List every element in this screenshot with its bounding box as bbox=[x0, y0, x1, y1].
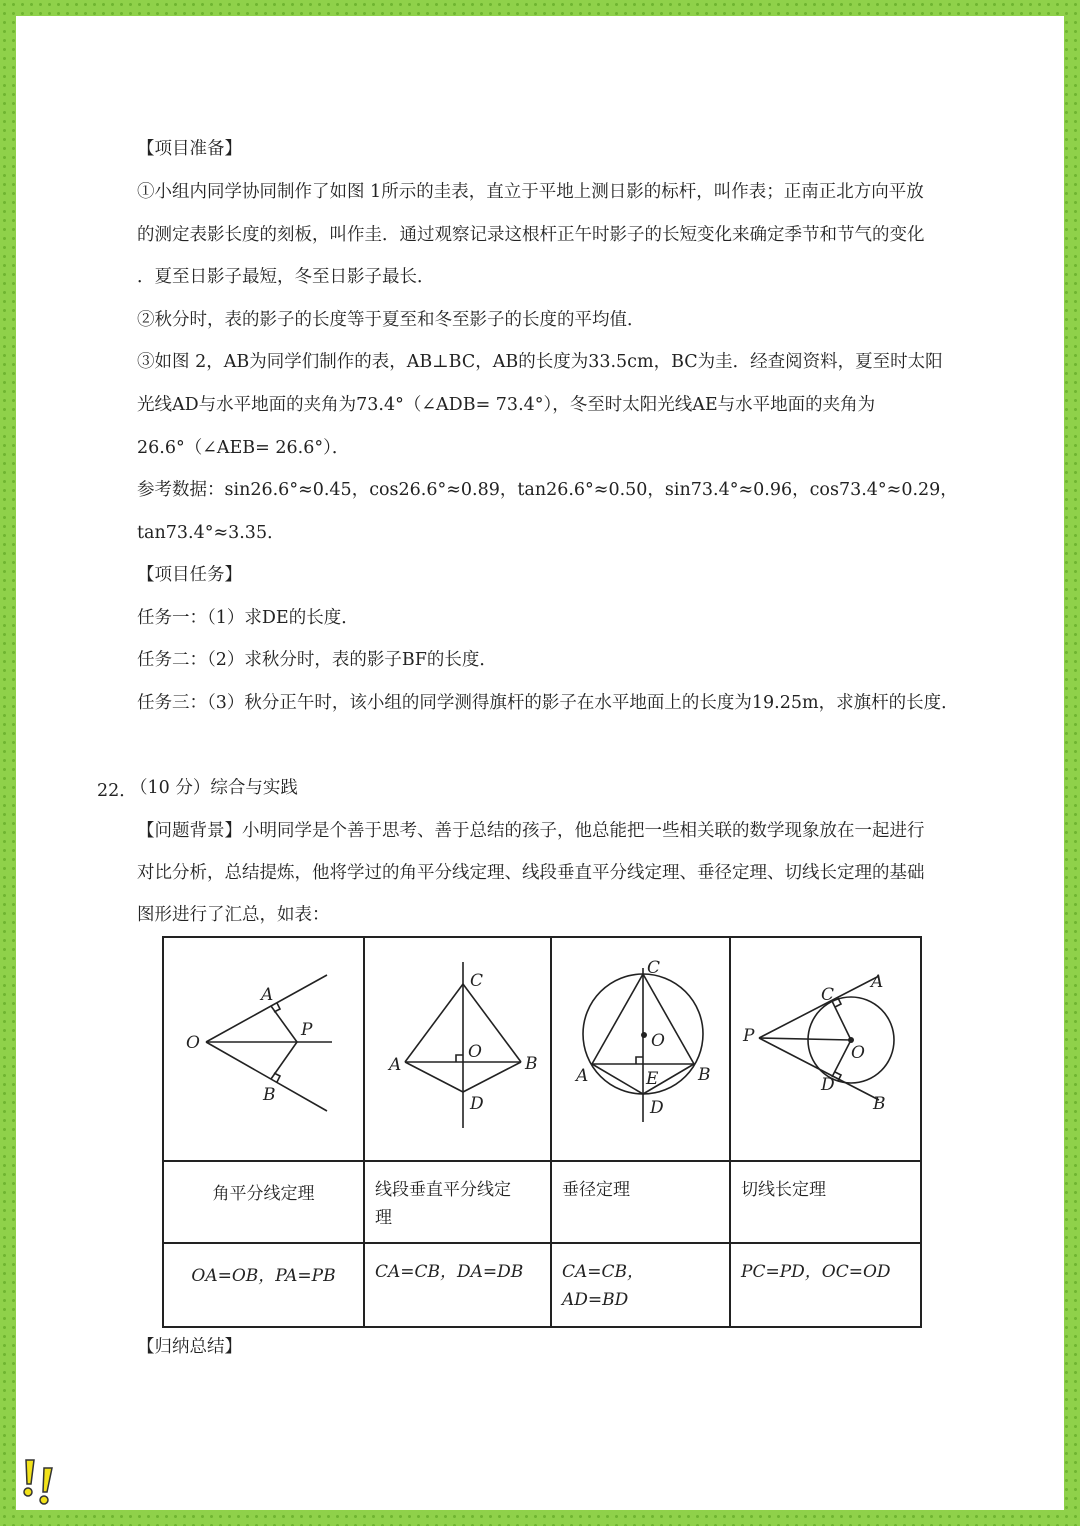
fig1-label-o: O bbox=[186, 1033, 200, 1053]
prep-paragraph-1-line-1: ①小组内同学协同制作了如图 1所示的圭表，直立于平地上测日影的标杆，叫作表；正南正北方向平放 bbox=[137, 182, 924, 202]
project-prep-heading: 【项目准备】 bbox=[137, 139, 242, 159]
theorem-name-chord: 垂径定理 bbox=[562, 1180, 630, 1200]
angle-bisector-figure bbox=[164, 938, 363, 1158]
fig2-label-c: C bbox=[470, 971, 484, 991]
background-line-2: 对比分析，总结提炼，他将学过的角平分线定理、线段垂直平分线定理、垂径定理、切线长定理的基础 bbox=[137, 863, 925, 883]
figure-cell-angle-bisector bbox=[163, 937, 364, 1161]
theorem-name-cell bbox=[364, 1161, 551, 1243]
exclamation-logo-icon bbox=[20, 1456, 60, 1506]
fig3-label-a: A bbox=[576, 1066, 589, 1086]
fig3-label-e: E bbox=[646, 1069, 659, 1089]
perpendicular-bisector-figure bbox=[365, 938, 550, 1158]
fig3-label-o: O bbox=[651, 1031, 665, 1051]
tangent-length-figure bbox=[731, 938, 920, 1158]
theorem-name-cell bbox=[551, 1161, 730, 1243]
theorem-name-perpendicular-bisector: 线段垂直平分线定 理 bbox=[375, 1180, 511, 1228]
fig2-label-d: D bbox=[470, 1094, 484, 1114]
theorem-name-tangent-length: 切线长定理 bbox=[741, 1180, 826, 1200]
equality-tangent-length: PC=PD，OC=OD bbox=[741, 1262, 891, 1282]
fig4-label-d: D bbox=[821, 1075, 835, 1095]
reference-data-line-1: 参考数据：sin26.6°≈0.45，cos26.6°≈0.89，tan26.6°≈0.50，sin73.4°≈0.96，cos73.4°≈0.29， bbox=[137, 480, 958, 500]
question-number: 22． bbox=[97, 781, 137, 801]
fig4-label-p: P bbox=[743, 1026, 755, 1046]
fig3-label-b: B bbox=[698, 1065, 711, 1085]
theorem-summary-table bbox=[162, 936, 922, 1328]
reference-data-line-2: tan73.4°≈3.35． bbox=[137, 523, 285, 543]
task-1: 任务一：（1）求DE的长度． bbox=[137, 608, 359, 628]
fig1-label-p: P bbox=[301, 1020, 313, 1040]
figure-cell-perpendicular-bisector bbox=[364, 937, 551, 1161]
question-title: （10 分）综合与实践 bbox=[130, 778, 298, 798]
chord-theorem-figure bbox=[552, 938, 729, 1158]
equality-perpendicular-bisector: CA=CB，DA=DB bbox=[375, 1262, 524, 1282]
fig2-label-a: A bbox=[389, 1055, 402, 1075]
prep-paragraph-3-line-1: ③如图 2，AB为同学们制作的表，AB⊥BC，AB的长度为33.5cm，BC为圭．经查阅资料，夏至时太阳 bbox=[137, 352, 943, 372]
fig2-label-b: B bbox=[525, 1054, 538, 1074]
equality-cell bbox=[730, 1243, 921, 1327]
task-3: 任务三：（3）秋分正午时，该小组的同学测得旗杆的影子在水平地面上的长度为19.25m，求旗杆的长度． bbox=[137, 693, 959, 713]
prep-paragraph-1-line-2: 的测定表影长度的刻板，叫作圭．通过观察记录这根杆正午时影子的长短变化来确定季节和节气的变化 bbox=[137, 225, 925, 245]
fig1-label-a: A bbox=[261, 985, 274, 1005]
background-line-3: 图形进行了汇总，如表： bbox=[137, 905, 330, 925]
prep-paragraph-2: ②秋分时，表的影子的长度等于夏至和冬至影子的长度的平均值． bbox=[137, 310, 645, 330]
theorem-name-cell bbox=[730, 1161, 921, 1243]
equality-cell bbox=[163, 1243, 364, 1327]
figure-cell-tangent-length bbox=[730, 937, 921, 1161]
fig4-label-a: A bbox=[871, 972, 884, 992]
fig4-label-b: B bbox=[873, 1094, 886, 1114]
equality-cell bbox=[364, 1243, 551, 1327]
prep-paragraph-1-line-3: ．夏至日影子最短，冬至日影子最长． bbox=[137, 267, 435, 287]
project-tasks-heading: 【项目任务】 bbox=[137, 565, 242, 585]
fig1-label-b: B bbox=[263, 1085, 276, 1105]
theorem-name-angle-bisector: 角平分线定理 bbox=[212, 1184, 315, 1204]
prep-paragraph-3-line-3: 26.6°（∠AEB= 26.6°）． bbox=[137, 438, 350, 458]
equality-angle-bisector: OA=OB，PA=PB bbox=[191, 1266, 336, 1286]
fig3-label-d: D bbox=[650, 1098, 664, 1118]
summary-heading: 【归纳总结】 bbox=[137, 1337, 242, 1357]
equality-chord: CA=CB， AD=BD bbox=[562, 1262, 645, 1310]
theorem-name-cell bbox=[163, 1161, 364, 1243]
fig4-label-o: O bbox=[851, 1043, 865, 1063]
fig2-label-o: O bbox=[468, 1042, 482, 1062]
equality-cell bbox=[551, 1243, 730, 1327]
task-2: 任务二：（2）求秋分时，表的影子BF的长度． bbox=[137, 650, 497, 670]
prep-paragraph-3-line-2: 光线AD与水平地面的夹角为73.4°（∠ADB= 73.4°），冬至时太阳光线AE与水平地面的夹角为 bbox=[137, 395, 876, 415]
background-line-1: 【问题背景】小明同学是个善于思考、善于总结的孩子，他总能把一些相关联的数学现象放在一起进行 bbox=[137, 821, 925, 841]
fig3-label-c: C bbox=[647, 958, 661, 978]
fig4-label-c: C bbox=[821, 985, 835, 1005]
figure-cell-chord-theorem bbox=[551, 937, 730, 1161]
